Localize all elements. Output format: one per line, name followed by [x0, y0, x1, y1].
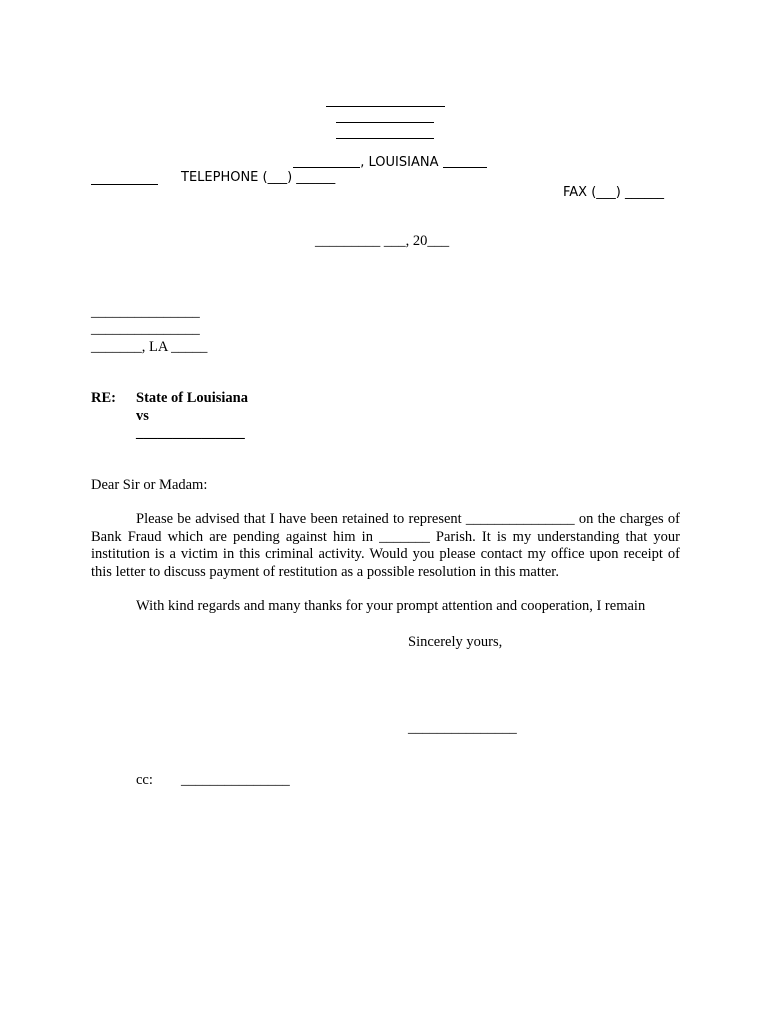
- re-defendant: _______________: [136, 425, 245, 441]
- re-versus: vs: [136, 408, 149, 424]
- recipient-city-state: _______, LA _____: [91, 339, 208, 355]
- cc-value: _______________: [181, 772, 290, 788]
- letterhead-city-blank: [293, 154, 360, 168]
- signature-line: _______________: [408, 720, 517, 736]
- paragraph-1: [91, 511, 680, 581]
- paragraph-2: With kind regards and many thanks for your prompt attention and cooperation, I remain: [136, 598, 646, 614]
- letterhead-fax: FAX (___) ______: [563, 185, 664, 200]
- re-label: RE:: [91, 390, 116, 406]
- letterhead-name-blank: [326, 106, 445, 107]
- letterhead-telephone: TELEPHONE (___) ______: [181, 170, 336, 185]
- salutation: Dear Sir or Madam:: [91, 477, 208, 493]
- recipient-line-2: _______________: [91, 321, 200, 337]
- closing: Sincerely yours,: [408, 634, 503, 650]
- letterhead-left-blank: [91, 184, 158, 185]
- cc-label: cc:: [136, 772, 153, 788]
- re-case-title: State of Louisiana: [136, 390, 248, 406]
- paragraph-1-text: Please be advised that I have been retained to represent _______________ on the charges of Bank Fraud which are pending against him in _______ Parish. It is my understanding that your institution is a victim in this criminal activity. Would you please contact my office upon receipt of this letter to discuss payment of restitution as a possible resolution in this matter.: [91, 511, 680, 580]
- letterhead-city-line: [285, 139, 487, 170]
- date-line: _________ ___, 20___: [315, 233, 450, 249]
- letterhead-city-state: , LOUISIANA: [360, 155, 443, 170]
- letterhead-address-blank-1: [336, 122, 434, 123]
- letterhead-zip-blank: [443, 154, 487, 168]
- recipient-line-1: _______________: [91, 304, 200, 320]
